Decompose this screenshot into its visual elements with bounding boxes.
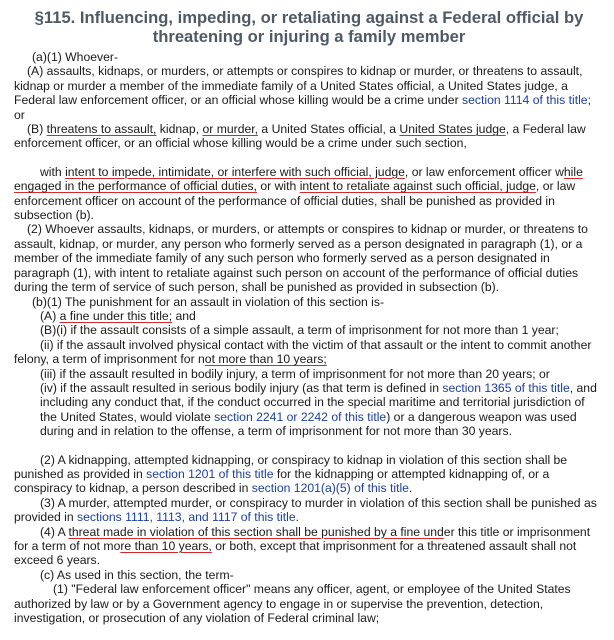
- para-a1-with: with intent to impede, intimidate, or interfere with such official, judge, or law enforcement officer while engaged in the performance of official duties, or with intent to retaliate against such official, judge, or law enforcement officer on account of the performance of official duties, shall be punished as provided in subsection (b).: [14, 164, 583, 223]
- link-sections-1111-1113-1117[interactable]: sections 1111, 1113, and 1117 of this title: [77, 510, 296, 525]
- para-b2: (2) A kidnapping, attempted kidnapping, or conspiracy to kidnap in violation of this section shall be punished as provided in section 1201 of this title for the kidnapping or attempted kidnapping of, or a conspiracy to kidnap, a person described in section 1201(a)(5) of this title.: [14, 452, 568, 496]
- link-section-1201a5[interactable]: section 1201(a)(5) of this title: [251, 481, 409, 496]
- para-b1-iii: (iii) if the assault resulted in bodily injury, a term of imprisonment for not more than 20 years; or: [40, 366, 550, 381]
- para-b4: (4) A threat made in violation of this section shall be punished by a fine under this title or imprisonment for a term of not more than 10 years, or both, except that imprisonment for a threatened assault shall not exceed 6 years.: [14, 524, 591, 568]
- para-c1: (1) "Federal law enforcement officer" means any officer, agent, or employee of the United States authorized by law or by a Government agency to engage in or supervise the prevention, detection, investigation, or prosecution of any violation of Federal criminal law;: [14, 582, 571, 626]
- underline-more-than-10-years: re than 10 years,: [120, 539, 212, 553]
- link-section-1365[interactable]: section 1365 of this title: [442, 380, 570, 395]
- para-b1-lead: (b)(1) The punishment for an assault in violation of this section is-: [32, 294, 385, 309]
- heading-line-2: threatening or injuring a family member: [152, 27, 466, 46]
- underline-threatens-to-assault: threatens to assault,: [46, 122, 157, 137]
- page-cut-edge: [0, 632, 614, 640]
- para-a1-A: (A) assaults, kidnaps, or murders, or attempts or conspires to kidnap or murder, or threatens to assault, kidnap or murder a member of the immediate family of a United States official, a United States judge, a Federal law enforcement officer, or an official whose killing would be a crime under section 1114 of this title; or: [14, 64, 591, 122]
- para-b1-A: (A) a fine under this title; and: [40, 308, 196, 323]
- underline-threat-fine: threat made in violation of this section shall be punished by a fine und: [68, 524, 444, 539]
- para-a1-B: (B) threatens to assault, kidnap, or murder, a United States official, a United States judge, a Federal law enforcement officer, or an official whose killing would be a crime under such section,: [14, 122, 586, 151]
- para-b1-iv: (iv) if the assault resulted in serious bodily injury (as that term is defined in section 1365 of this title, and including any conduct that, if the conduct occurred in the special maritime and territorial jurisdiction of the United States, would violate section 2241 or 2242 of this title) or a dangerous weapon was used during and in relation to the offense, a term of imprisonment for not more than 30 years.: [40, 380, 597, 439]
- underline-fine-under-title: a fine under this title;: [59, 308, 173, 323]
- para-b3: (3) A murder, attempted murder, or conspiracy to murder in violation of this section shall be punished as provided in sections 1111, 1113, and 1117 of this title.: [14, 495, 597, 525]
- underline-official-duties: hile engaged in the performance of official duties,: [14, 164, 583, 194]
- para-a1-lead: (a)(1) Whoever-: [32, 50, 119, 64]
- underline-10-years: ot more than 10 years;: [204, 352, 327, 367]
- heading-line-1: §115. Influencing, impeding, or retaliating against a Federal official by: [34, 8, 584, 27]
- underline-or-murder: or murder,: [202, 122, 259, 137]
- underline-intent-to-impede: intent to impede, intimidate, or interfere with such official, judge: [65, 164, 405, 179]
- para-b1-Bi: (B)(i) if the assault consists of a simple assault, a term of imprisonment for not more than 1 year;: [40, 323, 559, 338]
- link-section-1114[interactable]: section 1114 of this title: [462, 93, 588, 108]
- underline-us-judge: United States judge: [399, 122, 506, 137]
- para-c-lead: (c) As used in this section, the term-: [40, 567, 234, 582]
- section-heading: [14, 8, 604, 46]
- link-section-2241-2242[interactable]: section 2241 or 2242 of this title: [214, 409, 387, 424]
- link-section-1201[interactable]: section 1201 of this title: [146, 466, 274, 481]
- para-b1-ii: (ii) if the assault involved physical contact with the victim of that assault or the intent to commit another felony, a term of imprisonment for not more than 10 years;: [14, 337, 592, 367]
- underline-intent-to-retaliate: intent to retaliate against such official, judge: [299, 179, 536, 194]
- para-a2: (2) Whoever assaults, kidnaps, or murders, or attempts or conspires to kidnap or murder, or threatens to assault, kidnap, or murder, any person who formerly served as a person designated in paragraph (1), or a member of the immediate family of any such person who formerly served as a person designated in paragraph (1), with intent to retaliate against such person on account of the performance of official duties during the term of service of such person, shall be punished as provided in subsection (b).: [14, 222, 588, 295]
